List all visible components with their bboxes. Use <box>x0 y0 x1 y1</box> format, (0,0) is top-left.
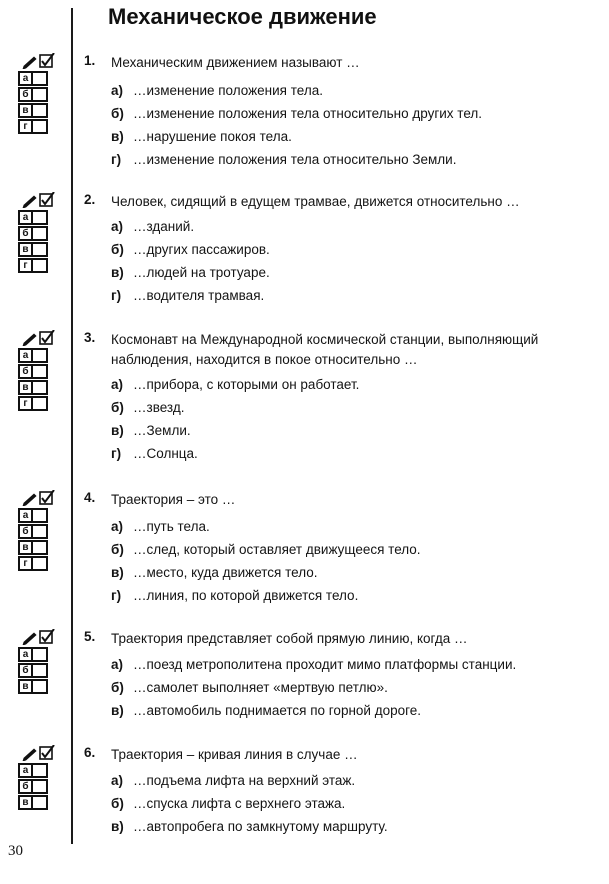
answer-option[interactable] <box>111 656 516 674</box>
answer-box[interactable] <box>33 556 48 571</box>
answer-grid-row <box>18 679 58 694</box>
answer-grid-letter: г <box>18 258 33 273</box>
option-label: а) <box>111 377 124 392</box>
option-text: …Солнца. <box>133 446 198 461</box>
option-text: …путь тела. <box>133 519 210 534</box>
option-label: а) <box>111 83 124 98</box>
option-label: а) <box>111 657 124 672</box>
option-text: …прибора, с которыми он работает. <box>133 377 360 392</box>
option-label: в) <box>111 819 124 834</box>
answer-option[interactable] <box>111 541 421 559</box>
option-label: а) <box>111 219 124 234</box>
option-text: …автопробега по замкнутому маршруту. <box>133 819 388 834</box>
pencil-icon <box>23 633 36 645</box>
answer-box[interactable] <box>33 663 48 678</box>
answer-option[interactable] <box>111 287 264 305</box>
pencil-checkbox-icon <box>22 490 58 507</box>
answer-grid-letter: б <box>18 663 33 678</box>
answer-option[interactable] <box>111 587 358 605</box>
option-text: …спуска лифта с верхнего этажа. <box>133 796 346 811</box>
option-label: в) <box>111 703 124 718</box>
option-text: …водителя трамвая. <box>133 288 265 303</box>
option-label: в) <box>111 565 124 580</box>
option-text: …подъема лифта на верхний этаж. <box>133 773 356 788</box>
answer-grid-letter: в <box>18 380 33 395</box>
option-text: …линия, по которой движется тело. <box>133 588 359 603</box>
answer-grid-row <box>18 71 58 86</box>
answer-grid-row <box>18 508 58 523</box>
option-label: б) <box>111 242 124 257</box>
answer-option[interactable] <box>111 518 210 536</box>
question-text: Человек, сидящий в едущем трамвае, движется относительно … <box>111 194 520 209</box>
answer-grid <box>18 629 58 694</box>
option-label: б) <box>111 796 124 811</box>
answer-grid-letter: а <box>18 348 33 363</box>
option-label: в) <box>111 423 124 438</box>
answer-grid-letter: а <box>18 763 33 778</box>
answer-grid-row <box>18 242 58 257</box>
pencil-icon <box>23 334 36 346</box>
answer-grid-row <box>18 556 58 571</box>
answer-grid <box>18 745 58 810</box>
pencil-checkbox-icon <box>22 53 58 70</box>
pencil-checkbox-icon <box>22 192 58 209</box>
answer-grid <box>18 53 58 134</box>
answer-grid-row <box>18 779 58 794</box>
answer-box[interactable] <box>33 508 48 523</box>
answer-grid-letter: в <box>18 679 33 694</box>
question-number: 2. <box>84 192 96 207</box>
answer-grid-letter: г <box>18 556 33 571</box>
answer-box[interactable] <box>33 396 48 411</box>
option-label: б) <box>111 400 124 415</box>
option-text: …изменение положения тела относительно Земли. <box>133 152 457 167</box>
question-number: 6. <box>84 745 96 760</box>
answer-grid-letter: а <box>18 508 33 523</box>
answer-grid-letter: в <box>18 540 33 555</box>
answer-grid-row <box>18 103 58 118</box>
answer-box[interactable] <box>33 210 48 225</box>
pencil-icon <box>23 196 36 208</box>
answer-option[interactable] <box>111 82 323 100</box>
margin-divider <box>71 8 73 844</box>
option-label: б) <box>111 680 124 695</box>
answer-grid-letter: г <box>18 119 33 134</box>
answer-box[interactable] <box>33 226 48 241</box>
answer-option[interactable] <box>111 399 184 417</box>
answer-option[interactable] <box>111 422 191 440</box>
answer-grid-letter: б <box>18 226 33 241</box>
question-number: 4. <box>84 490 96 505</box>
answer-grid-letter: в <box>18 103 33 118</box>
answer-box[interactable] <box>33 258 48 273</box>
answer-option[interactable] <box>111 218 194 236</box>
option-text: …след, который оставляет движущееся тело. <box>133 542 421 557</box>
answer-grid-letter: в <box>18 242 33 257</box>
option-text: …самолет выполняет «мертвую петлю». <box>133 680 388 695</box>
answer-option[interactable] <box>111 264 270 282</box>
answer-box[interactable] <box>33 364 48 379</box>
option-text: …Земли. <box>133 423 191 438</box>
answer-option[interactable] <box>111 818 388 836</box>
option-text: …изменение положения тела относительно других тел. <box>133 106 483 121</box>
answer-box[interactable] <box>33 71 48 86</box>
answer-grid-row <box>18 396 58 411</box>
pencil-icon <box>23 749 36 761</box>
option-label: б) <box>111 542 124 557</box>
pencil-checkbox-icon <box>22 745 58 762</box>
question-number: 3. <box>84 330 96 345</box>
answer-grid-letter: б <box>18 364 33 379</box>
page-title: Механическое движение <box>108 4 377 29</box>
answer-grid-letter: а <box>18 647 33 662</box>
answer-grid-letter: б <box>18 87 33 102</box>
answer-grid-row <box>18 540 58 555</box>
answer-box[interactable] <box>33 524 48 539</box>
option-label: в) <box>111 265 124 280</box>
option-label: г) <box>111 446 122 461</box>
option-label: а) <box>111 773 124 788</box>
answer-grid-letter: б <box>18 524 33 539</box>
option-text: …место, куда движется тело. <box>133 565 318 580</box>
question-number: 5. <box>84 629 96 644</box>
answer-grid-row <box>18 380 58 395</box>
answer-option[interactable] <box>111 795 345 813</box>
option-text: …изменение положения тела. <box>133 83 323 98</box>
pencil-checkbox-icon <box>22 629 58 646</box>
answer-grid-row <box>18 763 58 778</box>
answer-box[interactable] <box>33 348 48 363</box>
answer-grid-letter: в <box>18 795 33 810</box>
answer-option[interactable] <box>111 702 421 720</box>
question-text: Механическим движением называют … <box>111 55 360 70</box>
option-text: …поезд метрополитена проходит мимо платформы станции. <box>133 657 517 672</box>
answer-grid-letter: г <box>18 396 33 411</box>
answer-grid-row <box>18 87 58 102</box>
answer-grid-letter: а <box>18 71 33 86</box>
answer-grid-row <box>18 226 58 241</box>
answer-option[interactable] <box>111 376 359 394</box>
answer-box[interactable] <box>33 87 48 102</box>
answer-box[interactable] <box>33 540 48 555</box>
answer-grid-row <box>18 258 58 273</box>
option-text: …нарушение покоя тела. <box>133 129 292 144</box>
option-text: …зданий. <box>133 219 195 234</box>
answer-grid <box>18 330 58 411</box>
answer-grid-letter: а <box>18 210 33 225</box>
answer-grid-row <box>18 795 58 810</box>
answer-option[interactable] <box>111 564 317 582</box>
answer-grid-row <box>18 524 58 539</box>
question-text: Траектория – это … <box>111 492 236 507</box>
answer-option[interactable] <box>111 105 482 123</box>
answer-grid-row <box>18 348 58 363</box>
answer-grid-row <box>18 663 58 678</box>
answer-box[interactable] <box>33 380 48 395</box>
option-text: …автомобиль поднимается по горной дороге. <box>133 703 421 718</box>
answer-grid-letter: б <box>18 779 33 794</box>
option-label: б) <box>111 106 124 121</box>
answer-grid-row <box>18 364 58 379</box>
page-number: 30 <box>8 843 23 859</box>
answer-box[interactable] <box>33 679 48 694</box>
question-text: Траектория – кривая линия в случае … <box>111 747 358 762</box>
option-label: г) <box>111 152 122 167</box>
pencil-icon <box>23 494 36 506</box>
option-text: …других пассажиров. <box>133 242 270 257</box>
answer-box[interactable] <box>33 647 48 662</box>
answer-box[interactable] <box>33 779 48 794</box>
answer-option[interactable] <box>111 445 198 463</box>
answer-box[interactable] <box>33 103 48 118</box>
answer-option[interactable] <box>111 128 292 146</box>
answer-grid-row <box>18 119 58 134</box>
answer-option[interactable] <box>111 241 270 259</box>
question-number: 1. <box>84 53 96 68</box>
answer-box[interactable] <box>33 119 48 134</box>
option-label: г) <box>111 588 122 603</box>
option-label: а) <box>111 519 124 534</box>
pencil-checkbox-icon <box>22 330 58 347</box>
pencil-icon <box>23 57 36 69</box>
answer-option[interactable] <box>111 772 355 790</box>
answer-option[interactable] <box>111 679 388 697</box>
option-label: г) <box>111 288 122 303</box>
answer-grid <box>18 192 58 273</box>
question-text: Космонавт на Международной космической станции, выполняющий наблюдения, находится в покое относительно … <box>111 332 539 367</box>
answer-grid-row <box>18 210 58 225</box>
option-text: …людей на тротуаре. <box>133 265 270 280</box>
question-text: Траектория представляет собой прямую линию, когда … <box>111 631 468 646</box>
answer-option[interactable] <box>111 151 456 169</box>
answer-grid-row <box>18 647 58 662</box>
option-label: в) <box>111 129 124 144</box>
answer-box[interactable] <box>33 242 48 257</box>
answer-grid <box>18 490 58 571</box>
answer-box[interactable] <box>33 763 48 778</box>
option-text: …звезд. <box>133 400 185 415</box>
answer-box[interactable] <box>33 795 48 810</box>
